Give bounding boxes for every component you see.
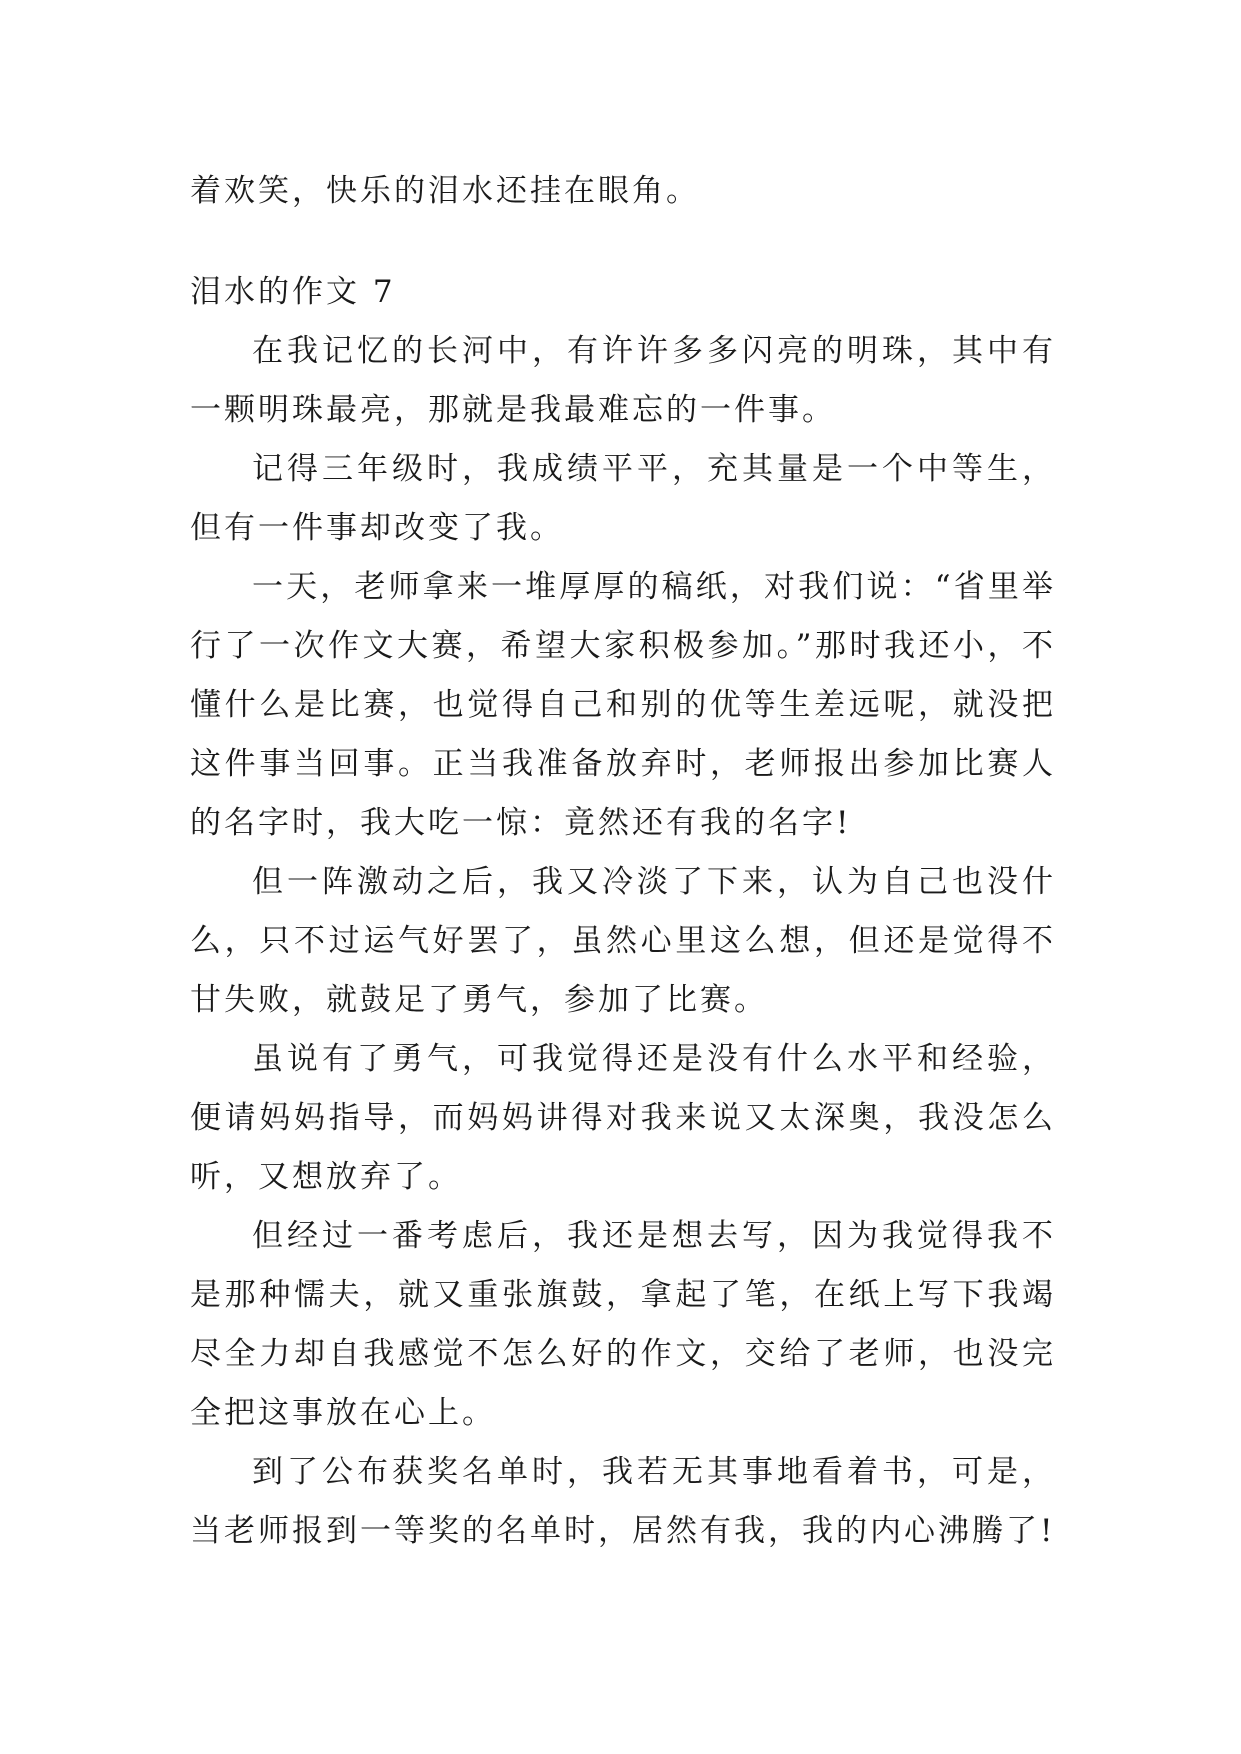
paragraph: 一天，老师拿来一堆厚厚的稿纸，对我们说：“省里举行了一次作文大赛，希望大家积极参加。”那时我还小，不懂什么是比赛，也觉得自己和别的优等生差远呢，就没把这件事当回事。正当我准备放弃时，老师报出参加比赛人的名字时，我大吃一惊：竟然还有我的名字! bbox=[190, 569, 1056, 841]
paragraph: 到了公布获奖名单时，我若无其事地看着书，可是，当老师报到一等奖的名单时，居然有我，我的内心沸腾了! bbox=[190, 1454, 1056, 1549]
paragraph: 虽说有了勇气，可我觉得还是没有什么水平和经验，便请妈妈指导，而妈妈讲得对我来说又太深奥，我没怎么听，又想放弃了。 bbox=[190, 1041, 1056, 1195]
paragraph: 记得三年级时，我成绩平平，充其量是一个中等生，但有一件事却改变了我。 bbox=[190, 451, 1056, 546]
paragraph: 在我记忆的长河中，有许许多多闪亮的明珠，其中有一颗明珠最亮，那就是我最难忘的一件事。 bbox=[190, 333, 1056, 428]
document-body bbox=[190, 162, 1056, 1561]
essay-heading: 泪水的作文 7 bbox=[190, 274, 396, 310]
paragraph: 但一阵激动之后，我又冷淡了下来，认为自己也没什么，只不过运气好罢了，虽然心里这么想，但还是觉得不甘失败，就鼓足了勇气，参加了比赛。 bbox=[190, 864, 1056, 1018]
opening-fragment: 着欢笑，快乐的泪水还挂在眼角。 bbox=[190, 173, 700, 209]
paragraph: 但经过一番考虑后，我还是想去写，因为我觉得我不是那种懦夫，就又重张旗鼓，拿起了笔，在纸上写下我竭尽全力却自我感觉不怎么好的作文，交给了老师，也没完全把这事放在心上。 bbox=[190, 1218, 1056, 1431]
